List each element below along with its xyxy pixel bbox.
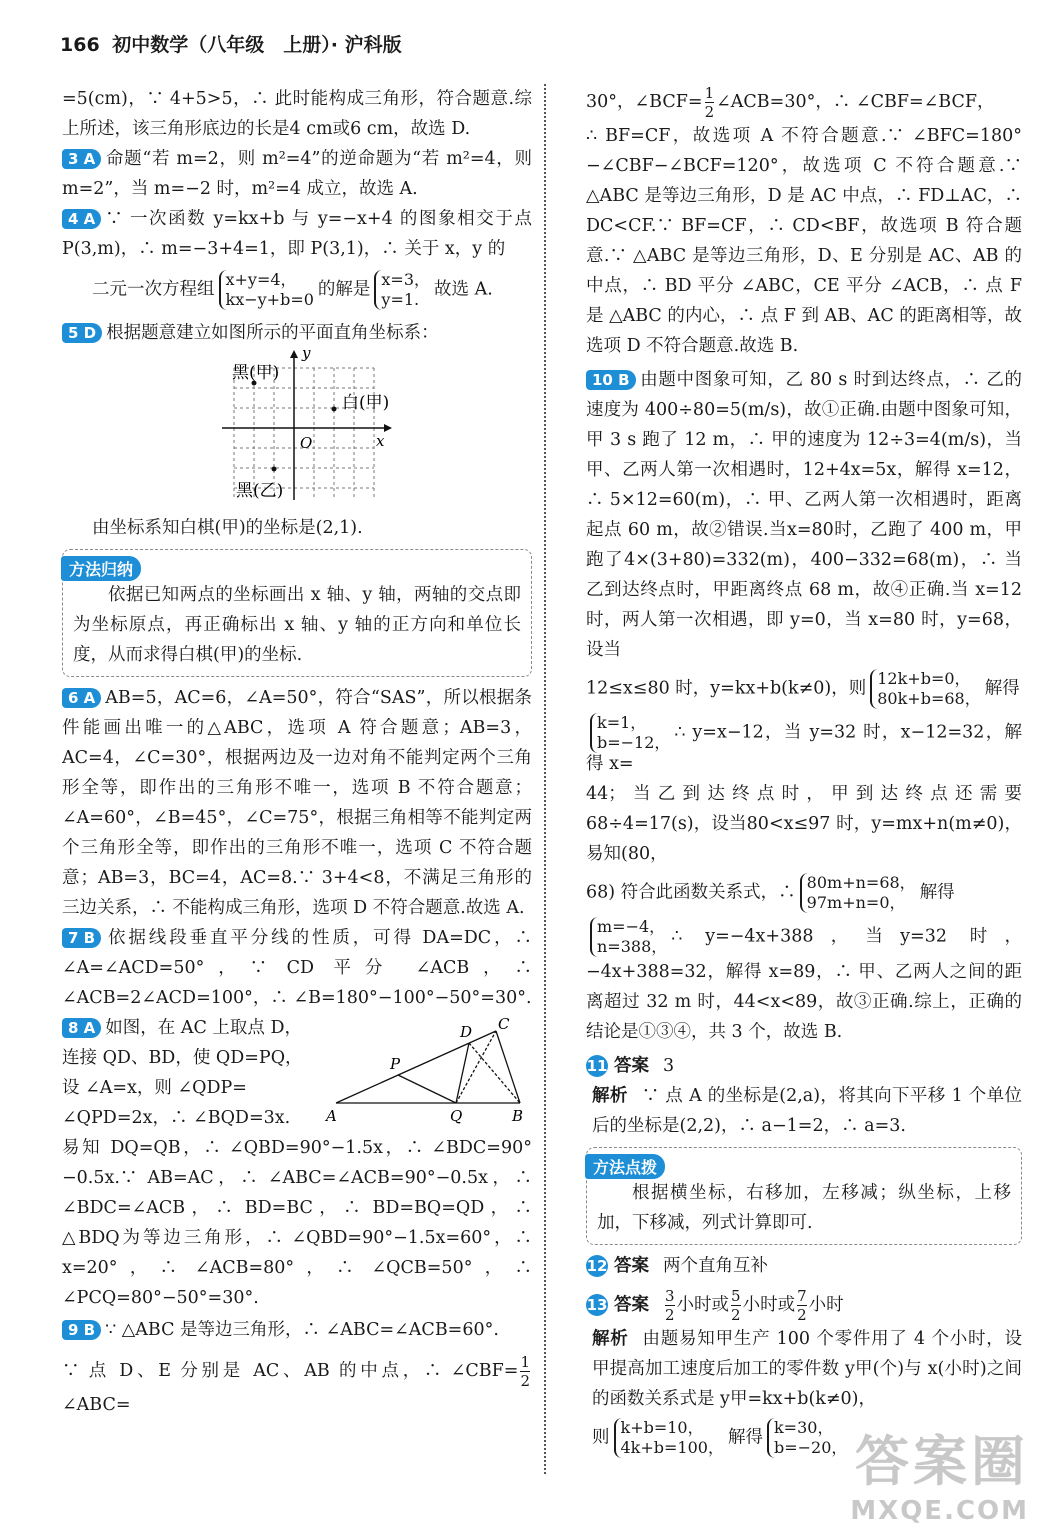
q5-badge: 5 D — [62, 323, 102, 343]
q10-system-2 — [586, 713, 1022, 775]
q3-text: 命题“若 m=2，则 m²=4”的逆命题为“若 m²=4，则 m=2”，当 m=−2 时，m²=4 成立，故选 A. — [62, 149, 532, 199]
label-y: y — [302, 348, 311, 362]
q13-s1: k+b=10， — [620, 1418, 704, 1437]
method-box-1-tag: 方法归纳 — [61, 556, 141, 581]
watermark-url: MXQE.COM — [850, 1496, 1029, 1526]
q10-u2: n=388， — [597, 937, 668, 956]
left-column — [62, 84, 532, 1420]
q12 — [586, 1251, 1022, 1281]
label-D: D — [460, 1023, 473, 1041]
q13-r2: b=−20， — [773, 1438, 848, 1457]
q13-t2: 小时或 — [742, 1295, 796, 1315]
q9c-fraction — [705, 84, 715, 121]
q9c-frac-den: 2 — [704, 103, 715, 121]
q11-analysis — [586, 1081, 1022, 1141]
q12-number: 12 — [586, 1257, 608, 1275]
black-yi-point — [272, 467, 277, 472]
label-C: C — [498, 1017, 510, 1033]
q11-analysis-label: 解析 — [592, 1086, 628, 1106]
q13-analysis-label: 解析 — [592, 1329, 629, 1349]
q10-brace-1 — [870, 669, 980, 709]
q13 — [586, 1287, 1022, 1324]
page-header — [60, 30, 402, 57]
q13-f3d: 2 — [797, 1306, 807, 1324]
q10-a6: 解得 — [919, 882, 955, 903]
q11-analysis-text: ∵ 点 A 的坐标是(2,a)，将其向下平移 1 个单位后的坐标是(2,2)，∴ a−1=2，∴ a=3. — [592, 1086, 1023, 1136]
q10-text: 由题中图象可知，乙 80 s 时到达终点，∴ 乙的速度为 400÷80=5(m/s)，故①正确.由题中图象可知，甲 3 s 跑了 12 m，∴ 甲的速度为 12÷3=4(m/s)，当甲、乙两人第一次相遇时，12+4x=5x，解得 x=12，∴ 5×12=60(m)，∴ 甲、乙两人第一次相遇时，距离起点 60 m，故②错误.当x=80时，乙跑了 400 m，甲跑了4×(3+80)=332(m)，400−332=68(m)，∴ 当乙到达终点时，甲距离终点 68 m，故④正确.当 x=12 时，两人第一次相遇，即 y=0，当 x=80 时，y=68，设当 — [586, 370, 1022, 660]
q10-r2: b=−12， — [597, 733, 671, 752]
column-divider — [544, 84, 546, 1474]
continued-text: =5(cm)，∵ 4+5>5，∴ 此时能构成三角形，符合题意.综上所述，该三角形底边的长是4 cm或6 cm，故选 D. — [62, 89, 532, 139]
q13-f3n: 7 — [797, 1287, 807, 1305]
q10-s1: 12k+b=0， — [877, 669, 971, 688]
q8-intro — [62, 1013, 312, 1133]
q10-brace-2 — [590, 713, 670, 753]
q13-analysis — [586, 1324, 1022, 1414]
q4-end: 故选 A. — [434, 279, 493, 300]
q9-frac-num: 1 — [520, 1353, 530, 1371]
q13-pre: 则 — [592, 1427, 610, 1448]
q7-text: 依据线段垂直平分线的性质，可得 DA=DC，∴ ∠A=∠ACD=50°，∵ CD 平分 ∠ACB，∴ ∠ACB=2∠ACD=100°，∴ ∠B=180°−100°−50°=30°. — [62, 928, 532, 1008]
method-box-2-text: 根据横坐标，右移加，左移减；纵坐标，上移加，下移减，列式计算即可. — [597, 1183, 1011, 1233]
q10-s2: 80k+b=68， — [877, 689, 981, 708]
q4-mid: 的解是 — [317, 279, 371, 300]
label-B: B — [512, 1107, 524, 1125]
q9c-a: 30°，∠BCF= — [586, 92, 703, 112]
q13-label: 答案 — [614, 1295, 649, 1315]
method-box-1 — [62, 549, 532, 677]
q13-brace-2 — [767, 1418, 847, 1458]
q13-number: 13 — [586, 1296, 608, 1314]
q8-badge: 8 A — [62, 1018, 101, 1038]
q13-r1: k=30， — [773, 1418, 834, 1437]
q10-r1: k=1， — [597, 713, 647, 732]
q10 — [586, 365, 1022, 665]
q4-brace-1 — [219, 270, 314, 310]
q10-system-3 — [586, 873, 1022, 913]
page-number: 166 — [60, 34, 100, 56]
q6-badge: 6 A — [62, 688, 101, 708]
q13-analysis-text: 由题易知甲生产 100 个零件用了 4 个小时，设甲提高加工速度后加工的零件数 y甲(个)与 x(小时)之间的函数关系式是 y甲=kx+b(k≠0)， — [592, 1329, 1023, 1409]
label-Q: Q — [450, 1107, 463, 1125]
q9-continued-first — [586, 84, 1022, 121]
q5 — [62, 318, 532, 348]
q13-frac-2 — [731, 1287, 741, 1324]
q6 — [62, 683, 532, 923]
q11-number: 11 — [586, 1057, 608, 1075]
q10-a3: ∴ y=x−12，当 y=32 时，x−12=32，解得 x= — [586, 722, 1022, 774]
q9-line2 — [62, 1353, 532, 1420]
method-box-1-text: 依据已知两点的坐标画出 x 轴、y 轴，两轴的交点即为坐标原点，再正确标出 x 轴、y 轴的正方向和单位长度，从而求得白棋(甲)的坐标. — [73, 585, 521, 665]
q10-system-1 — [586, 669, 1022, 709]
label-origin: O — [300, 434, 313, 452]
q8-head — [62, 1013, 532, 1133]
q13-s2: 4k+b=100， — [620, 1438, 724, 1457]
method-box-2 — [586, 1147, 1022, 1245]
q9-l2b: ∠ABC= — [62, 1395, 131, 1415]
q4-eq2: kx−y+b=0 — [225, 290, 314, 309]
q9-continued: ∴ BF=CF，故选项 A 不符合题意.∵ ∠BFC=180°−∠CBF−∠BCF=120°，故选项 C 不符合题意.∵ △ABC 是等边三角形，D 是 AC 中点，∴ FD⊥AC，∴ DC<CF.∵ BF=CF，∴ CD<BF，故选项 B 符合题意.∵ △ABC 是等边三角形，D、E 分别是 AC、AB 的中点，∴ BD 平分 ∠ABC，CE 平分 ∠ACB，∴ 点 F 是 △ABC 的内心，∴ 点 F 到 AB、AC 的距离相等，故选项 D 不符合题意.故选 B. — [586, 126, 1022, 356]
q8-l1: 如图，在 AC 上取点 D， — [105, 1018, 303, 1038]
label-white-jia: 白(甲) — [342, 393, 390, 413]
q9c-frac-num: 1 — [704, 84, 715, 102]
q3 — [62, 144, 532, 204]
q4-r1: x=3， — [381, 270, 431, 289]
label-x: x — [376, 432, 385, 450]
chess-coordinate-figure — [62, 348, 532, 508]
q7-badge: 7 B — [62, 928, 101, 948]
q7 — [62, 923, 532, 1013]
q10-brace-3 — [800, 873, 916, 913]
q9 — [62, 1315, 532, 1345]
q13-f2n: 5 — [731, 1287, 741, 1305]
q13-frac-1 — [665, 1287, 675, 1324]
q10-t2: 97m+n=0， — [806, 893, 906, 912]
q10-system-4 — [586, 917, 1022, 1047]
q3-badge: 3 A — [62, 149, 101, 169]
q4-eq1: x+y=4， — [225, 270, 297, 289]
q9c-b: ∠ACB=30°，∴ ∠CBF=∠BCF， — [716, 92, 995, 112]
q4-r2: y=1. — [381, 290, 420, 309]
q4-badge: 4 A — [62, 209, 101, 229]
q12-label: 答案 — [614, 1256, 649, 1276]
q5-conclusion: 由坐标系知白棋(甲)的坐标是(2,1). — [92, 518, 363, 538]
q11-answer: 3 — [663, 1056, 675, 1076]
white-jia-point — [332, 407, 337, 412]
label-black-jia: 黑(甲) — [232, 363, 280, 383]
q8-l4: ∠QPD=2x，∴ ∠BQD=3x. — [62, 1108, 291, 1128]
q6-text: AB=5，AC=6，∠A=50°，符合“SAS”，所以根据条件能画出唯一的△ABC，选项 A 符合题意；AB=3，AC=4，∠C=30°，根据两边及一边对角不能判定两个三角形全等，即作出的三角形不唯一，选项 B 不符合题意；∠A=60°，∠B=45°，∠C=75°，根据三角相等不能判定两个三角形全等，即作出的三角形不唯一，选项 C 不符合题意；AB=3，BC=4，AC=8.∵ 3+4<8，不满足三角形的三边关系，∴ 不能构成三角形，选项 D 不符合题意.故选 A. — [62, 688, 532, 918]
q8-l2: 连接 QD、BD，使 QD=PQ， — [62, 1048, 303, 1068]
q8-rest: 易知 DQ=QB，∴ ∠QBD=90°−1.5x，∴ ∠BDC=90°−0.5x.∵ AB=AC，∴ ∠ABC=∠ACB=90°−0.5x，∴ ∠BDC=∠ACB，∴ BD=BC，∴ BD=BQ=QD，∴ △BDQ为等边三角形，∴ ∠QBD=90°−1.5x=60°，∴ x=20°，∴ ∠ACB=80°，∴ ∠QCB=50°，∴ ∠PCQ=80°−50°=30°. — [62, 1138, 532, 1308]
q9-frac-den: 2 — [520, 1372, 530, 1390]
q10-a7: ∴ y=−4x+388，当y=32 时，−4x+388=32，解得 x=89，∴ 甲、乙两人之间的距离超过 32 m 时，44<x<89，故③正确.综上，正确的结论是①③④，共 3 个，故选 B. — [586, 926, 1022, 1042]
q10-a1: 12≤x≤80 时，y=kx+b(k≠0)，则 — [586, 678, 867, 699]
q10-u1: m=−4， — [597, 917, 666, 936]
book-title: 初中数学（八年级 上册）· 沪科版 — [112, 34, 402, 56]
q10-a2: 解得 — [984, 678, 1020, 699]
q11 — [586, 1051, 1022, 1081]
method-box-2-tag: 方法点拨 — [585, 1154, 665, 1179]
watermark-logo: 答案圈 — [855, 1430, 1029, 1493]
q10-badge: 10 B — [586, 370, 636, 390]
q12-answer: 两个直角互补 — [663, 1256, 768, 1276]
q9-fraction — [520, 1353, 530, 1390]
label-A: A — [326, 1107, 337, 1125]
q13-f1d: 2 — [665, 1306, 675, 1324]
q9-badge: 9 B — [62, 1320, 101, 1340]
q8-l3: 设 ∠A=x，则 ∠QDP= — [62, 1078, 247, 1098]
q4 — [62, 204, 532, 264]
q13-t1: 小时或 — [676, 1295, 730, 1315]
q13-brace-1 — [614, 1418, 724, 1458]
q4-brace-2 — [374, 270, 430, 310]
q13-f1n: 3 — [665, 1287, 675, 1305]
label-black-yi: 黑(乙) — [236, 481, 284, 501]
q10-a5: 68) 符合此函数关系式，∴ — [586, 882, 796, 903]
q10-brace-4 — [590, 917, 667, 957]
q5-text: 根据题意建立如图所示的平面直角坐标系： — [106, 323, 439, 343]
q4-pre: 二元一次方程组 — [92, 279, 215, 300]
q9-l2a: ∵ 点 D、E 分别是 AC、AB 的中点，∴ ∠CBF= — [62, 1361, 519, 1381]
q4-text: ∵ 一次函数 y=kx+b 与 y=−x+4 的图象相交于点 P(3,m)，∴ m=−3+4=1，即 P(3,1)，∴ 关于 x，y 的 — [62, 209, 532, 259]
q13-f2d: 2 — [731, 1306, 741, 1324]
triangle-figure — [324, 1017, 534, 1127]
q9-l1: ∵ △ABC 是等边三角形，∴ ∠ABC=∠ACB=60°. — [105, 1320, 499, 1340]
q13-mid: 解得 — [727, 1427, 763, 1448]
right-column — [586, 84, 1022, 1458]
q10-t1: 80m+n=68， — [806, 873, 916, 892]
q4-system — [92, 270, 532, 310]
q13-t3: 小时 — [808, 1295, 844, 1315]
q10-a4: 44；当乙到达终点时，甲到达终点还需要 68÷4=17(s)，设当80<x≤97 时，y=mx+n(m≠0)，易知(80， — [586, 784, 1022, 864]
q13-frac-3 — [797, 1287, 807, 1324]
q11-label: 答案 — [614, 1056, 649, 1076]
watermark — [850, 1419, 1029, 1526]
label-P: P — [390, 1055, 401, 1073]
